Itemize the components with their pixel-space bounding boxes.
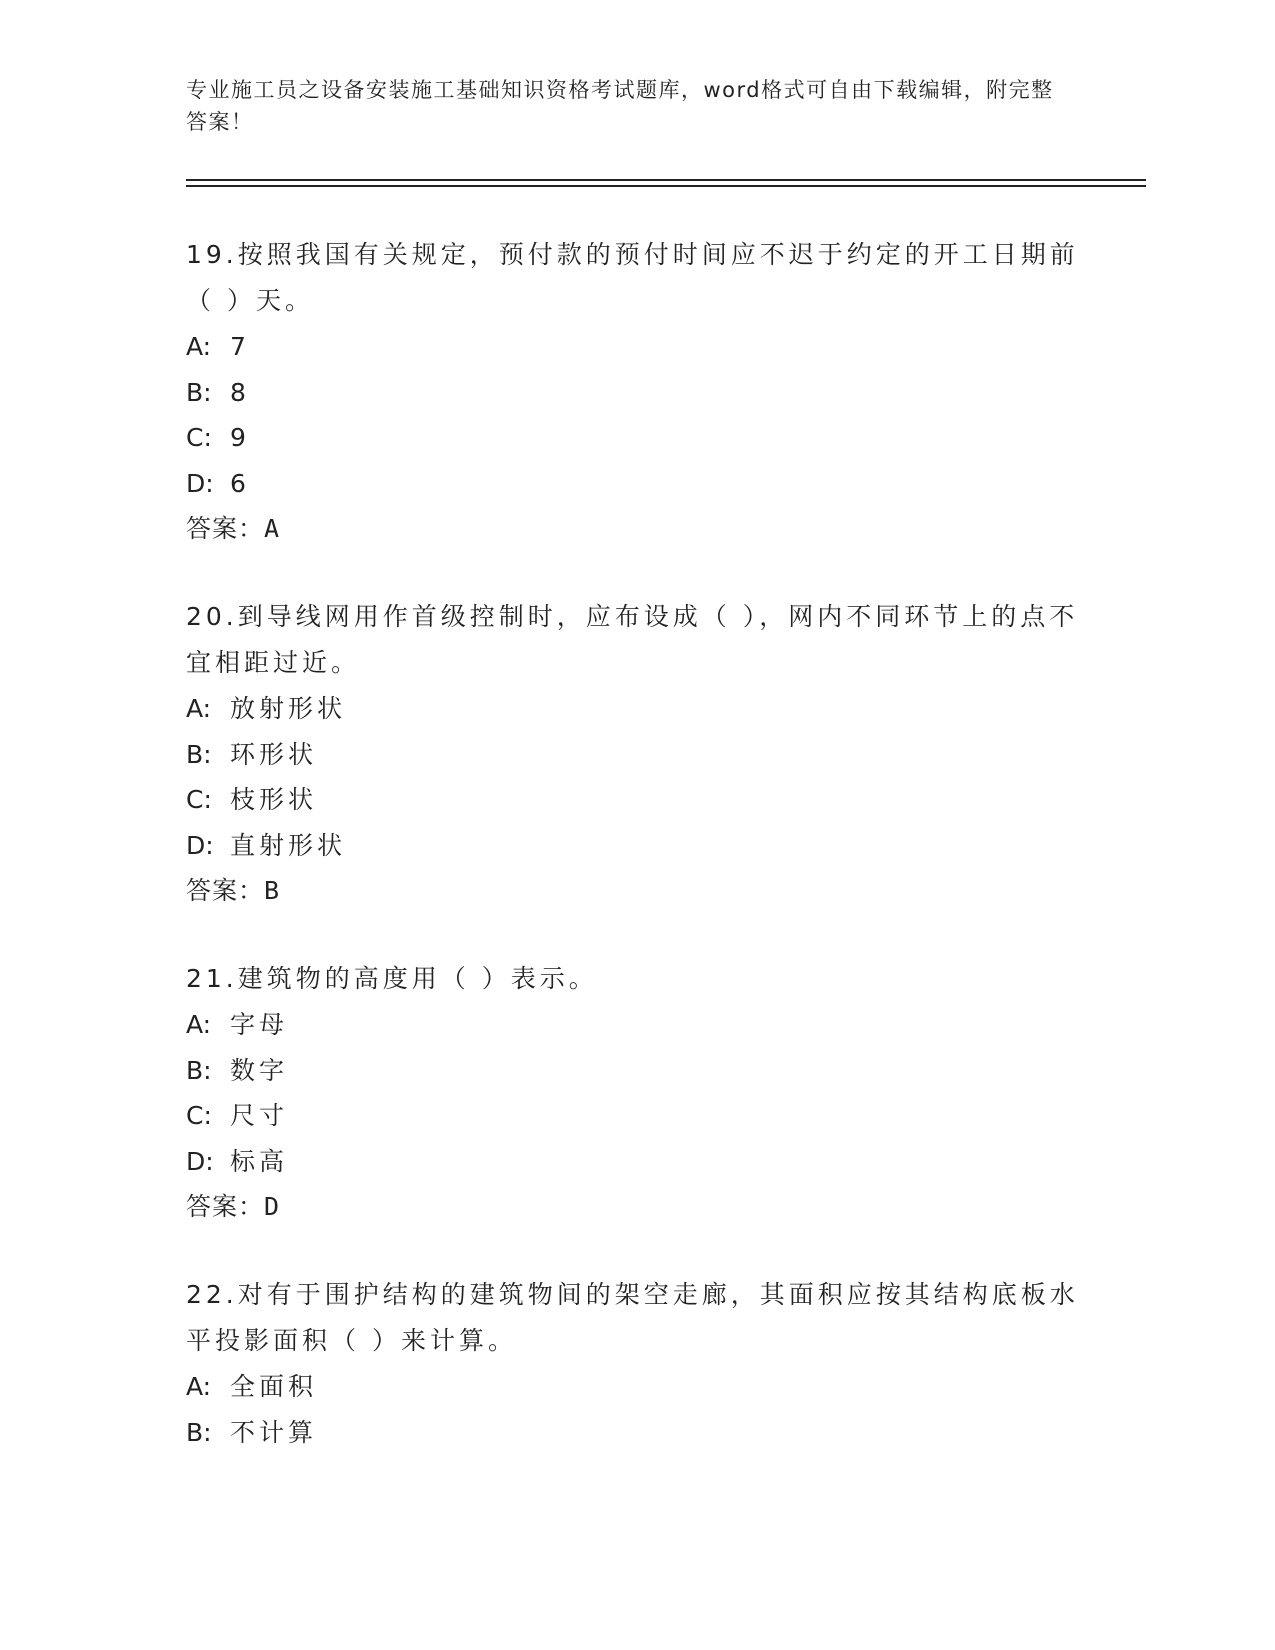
option-text: 数字: [230, 1055, 289, 1085]
option-b: [186, 1048, 1086, 1094]
answer-line: [186, 506, 1086, 552]
option-label: B:: [186, 739, 212, 769]
header-divider-top: [186, 179, 1146, 181]
option-a: [186, 686, 1086, 732]
option-label: A:: [186, 694, 212, 723]
option-label: B:: [186, 1055, 212, 1085]
answer-value: A: [264, 514, 281, 543]
option-label: C:: [186, 785, 212, 814]
option-text: 全面积: [230, 1372, 318, 1401]
question-stem: 20.到导线网用作首级控制时，应布设成（ ），网内不同环节上的点不宜相距过近。: [186, 602, 1079, 677]
question-20: [186, 594, 1086, 914]
answer-label: 答案：: [186, 1192, 265, 1221]
option-label: A:: [186, 1010, 212, 1039]
option-d: [186, 1139, 1086, 1185]
option-text: 不计算: [230, 1417, 318, 1447]
option-c: [186, 415, 1086, 461]
option-label: A:: [186, 1372, 212, 1401]
option-text: 尺寸: [230, 1101, 289, 1130]
option-a: [186, 1364, 1086, 1410]
option-b: [186, 732, 1086, 778]
option-label: A:: [186, 332, 212, 361]
option-d: [186, 823, 1086, 869]
option-text: 字母: [230, 1010, 289, 1039]
answer-value: D: [264, 1192, 281, 1221]
option-text: 枝形状: [230, 785, 318, 814]
option-text: 8: [230, 377, 250, 407]
option-text: 9: [230, 423, 250, 452]
question-stem: 19.按照我国有关规定，预付款的预付时间应不迟于约定的开工日期前（ ）天。: [186, 240, 1079, 315]
answer-line: [186, 1184, 1086, 1230]
question-stem: 22.对有于围护结构的建筑物间的架空走廊，其面积应按其结构底板水平投影面积（ ）来计算。: [186, 1280, 1079, 1355]
option-text: 环形状: [230, 739, 318, 769]
answer-line: [186, 868, 1086, 914]
option-label: D:: [186, 830, 214, 860]
option-a: [186, 324, 1086, 370]
option-label: C:: [186, 1101, 212, 1130]
option-text: 直射形状: [230, 830, 347, 860]
question-21: [186, 956, 1086, 1230]
document-header: 专业施工员之设备安装施工基础知识资格考试题库，word格式可自由下载编辑，附完整答案！: [186, 78, 1054, 134]
option-label: B:: [186, 1417, 212, 1447]
option-label: D:: [186, 468, 214, 498]
answer-label: 答案：: [186, 876, 265, 905]
question-19: [186, 232, 1086, 552]
question-stem: 21.建筑物的高度用（ ）表示。: [186, 964, 598, 993]
option-label: C:: [186, 423, 212, 452]
option-d: [186, 461, 1086, 507]
question-22: [186, 1272, 1086, 1455]
option-text: 标高: [230, 1146, 289, 1176]
answer-label: 答案：: [186, 514, 265, 543]
option-c: [186, 777, 1086, 823]
option-a: [186, 1002, 1086, 1048]
option-text: 7: [230, 332, 250, 361]
option-b: [186, 370, 1086, 416]
option-text: 6: [230, 468, 250, 498]
answer-value: B: [264, 876, 281, 905]
option-c: [186, 1093, 1086, 1139]
header-divider-bottom: [186, 185, 1146, 187]
option-b: [186, 1410, 1086, 1456]
option-label: D:: [186, 1146, 214, 1176]
option-text: 放射形状: [230, 694, 347, 723]
option-label: B:: [186, 377, 212, 407]
